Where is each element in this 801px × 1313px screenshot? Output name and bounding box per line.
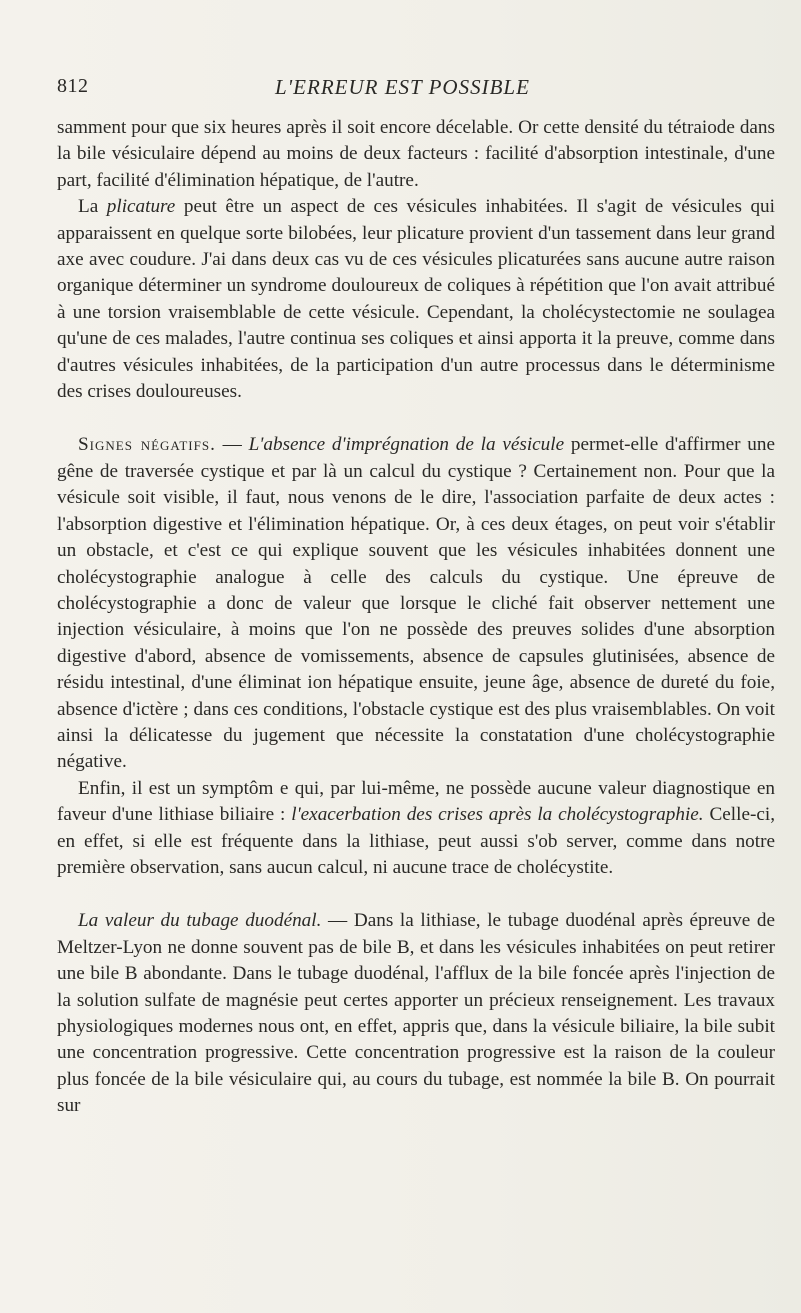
section-heading-tubage: La valeur du tubage duodénal. xyxy=(78,910,322,932)
term-plicature: plicature xyxy=(106,196,176,218)
page-header xyxy=(57,75,775,105)
paragraph-3-body: permet-elle d'affirmer une gêne de traversée cystique et par là un calcul du cystique ? Certainement non. Pour que la vésicule soit visible, il faut, nous venons de le dire, l'association parfaite de deux actes : l'absorption digestive et l'élimination hépatique. Or, à ces deux étages, on peut voir s'établir un obstacle, et c'est ce qui explique souvent que les vésicules inhabitées donnent une cholécystographie analogue à celle des calculs du cystique. Une épreuve de cholécystographie a donc de valeur que lorsque le cliché fait observer nettement une injection vésiculaire, à moins que l'on ne possède des preuves solides d'une absorption digestive d'abord, absence de vomissements, absence de capsules glutinisées, absence de résidu intestinal, d'une éliminat ion hépatique ensuite, jeune âge, absence de dureté du foie, absence d'ictère ; dans ces conditions, l'obstacle cystique est des plus vraisemblables. On voit ainsi la délicatesse du jugement que nécessite la constatation d'une cholécystographie négative. xyxy=(57,434,775,773)
paragraph-5 xyxy=(57,908,775,1119)
body-text xyxy=(57,115,775,1120)
term-exacerbation: l'exacerbation des crises après la cholécystographie. xyxy=(291,804,704,826)
section-heading-signes-negatifs: Signes négatifs. xyxy=(78,434,216,456)
running-title: L'ERREUR EST POSSIBLE xyxy=(275,75,530,99)
paragraph-1: samment pour que six heures après il soit encore décelable. Or cette densité du tétraiode dans la bile vésiculaire dépend au moins de deux facteurs : facilité d'absorption intestinale, d'une part, facilité d'élimination hépatique, de l'autre. xyxy=(57,117,775,191)
paragraph-2-intro: La xyxy=(78,196,107,218)
paragraph-5-body: — Dans la lithiase, le tubage duodénal après épreuve de Meltzer-Lyon ne donne souvent pas de bile B, et dans les vésicules inhabitées on peut retirer une bile B abondante. Dans le tubage duodénal, l'afflux de la bile foncée après l'injection de la solution sulfate de magnésie peut certes apporter un précieux renseignement. Les travaux physiologiques modernes nous ont, en effet, appris que, dans la vésicule biliaire, la bile subit une concentration progressive. Cette concentration progressive est la raison de la couleur plus foncée de la bile vésiculaire qui, au cours du tubage, est nommée la bile B. On pourrait sur xyxy=(57,910,775,1117)
em-dash: — xyxy=(215,434,249,456)
page-number: 812 xyxy=(57,75,89,97)
paragraph-4 xyxy=(57,776,775,882)
term-absence-impregnation: L'absence d'imprégnation de la vésicule xyxy=(248,434,565,456)
paragraph-2-body: peut être un aspect de ces vésicules inhabitées. Il s'agit de vésicules qui apparaissent en quelque sorte bilobées, leur plicature provient d'un tassement dans leur grand axe avec coudure. J'ai dans deux cas vu de ces vésicules plicaturées sans aucune autre raison organique déterminer un syndrome douloureux de coliques à répétition que l'on avait attribué à une torsion vraisemblable de cette vésicule. Cependant, la cholécystectomie ne soulagea qu'une de ces malades, l'autre continua ses coliques et ainsi apporta it la preuve, comme dans d'autres vésicules inhabitées, de la participation d'un autre processus dans le déterminisme des crises douloureuses. xyxy=(57,196,775,403)
paragraph-2 xyxy=(57,194,775,405)
paragraph-4-body: Celle-ci, en effet, si elle est fréquente dans la lithiase, peut aussi s'ob server, comme dans notre première observation, sans aucun calcul, ni aucune trace de cholécystite. xyxy=(57,804,775,878)
paragraph-4-intro: Enfin, il est un symptôm e qui, par lui-même, ne possède aucune valeur diagnostique en faveur d'une lithiase biliaire : xyxy=(57,777,775,826)
paragraph-3 xyxy=(57,432,775,775)
